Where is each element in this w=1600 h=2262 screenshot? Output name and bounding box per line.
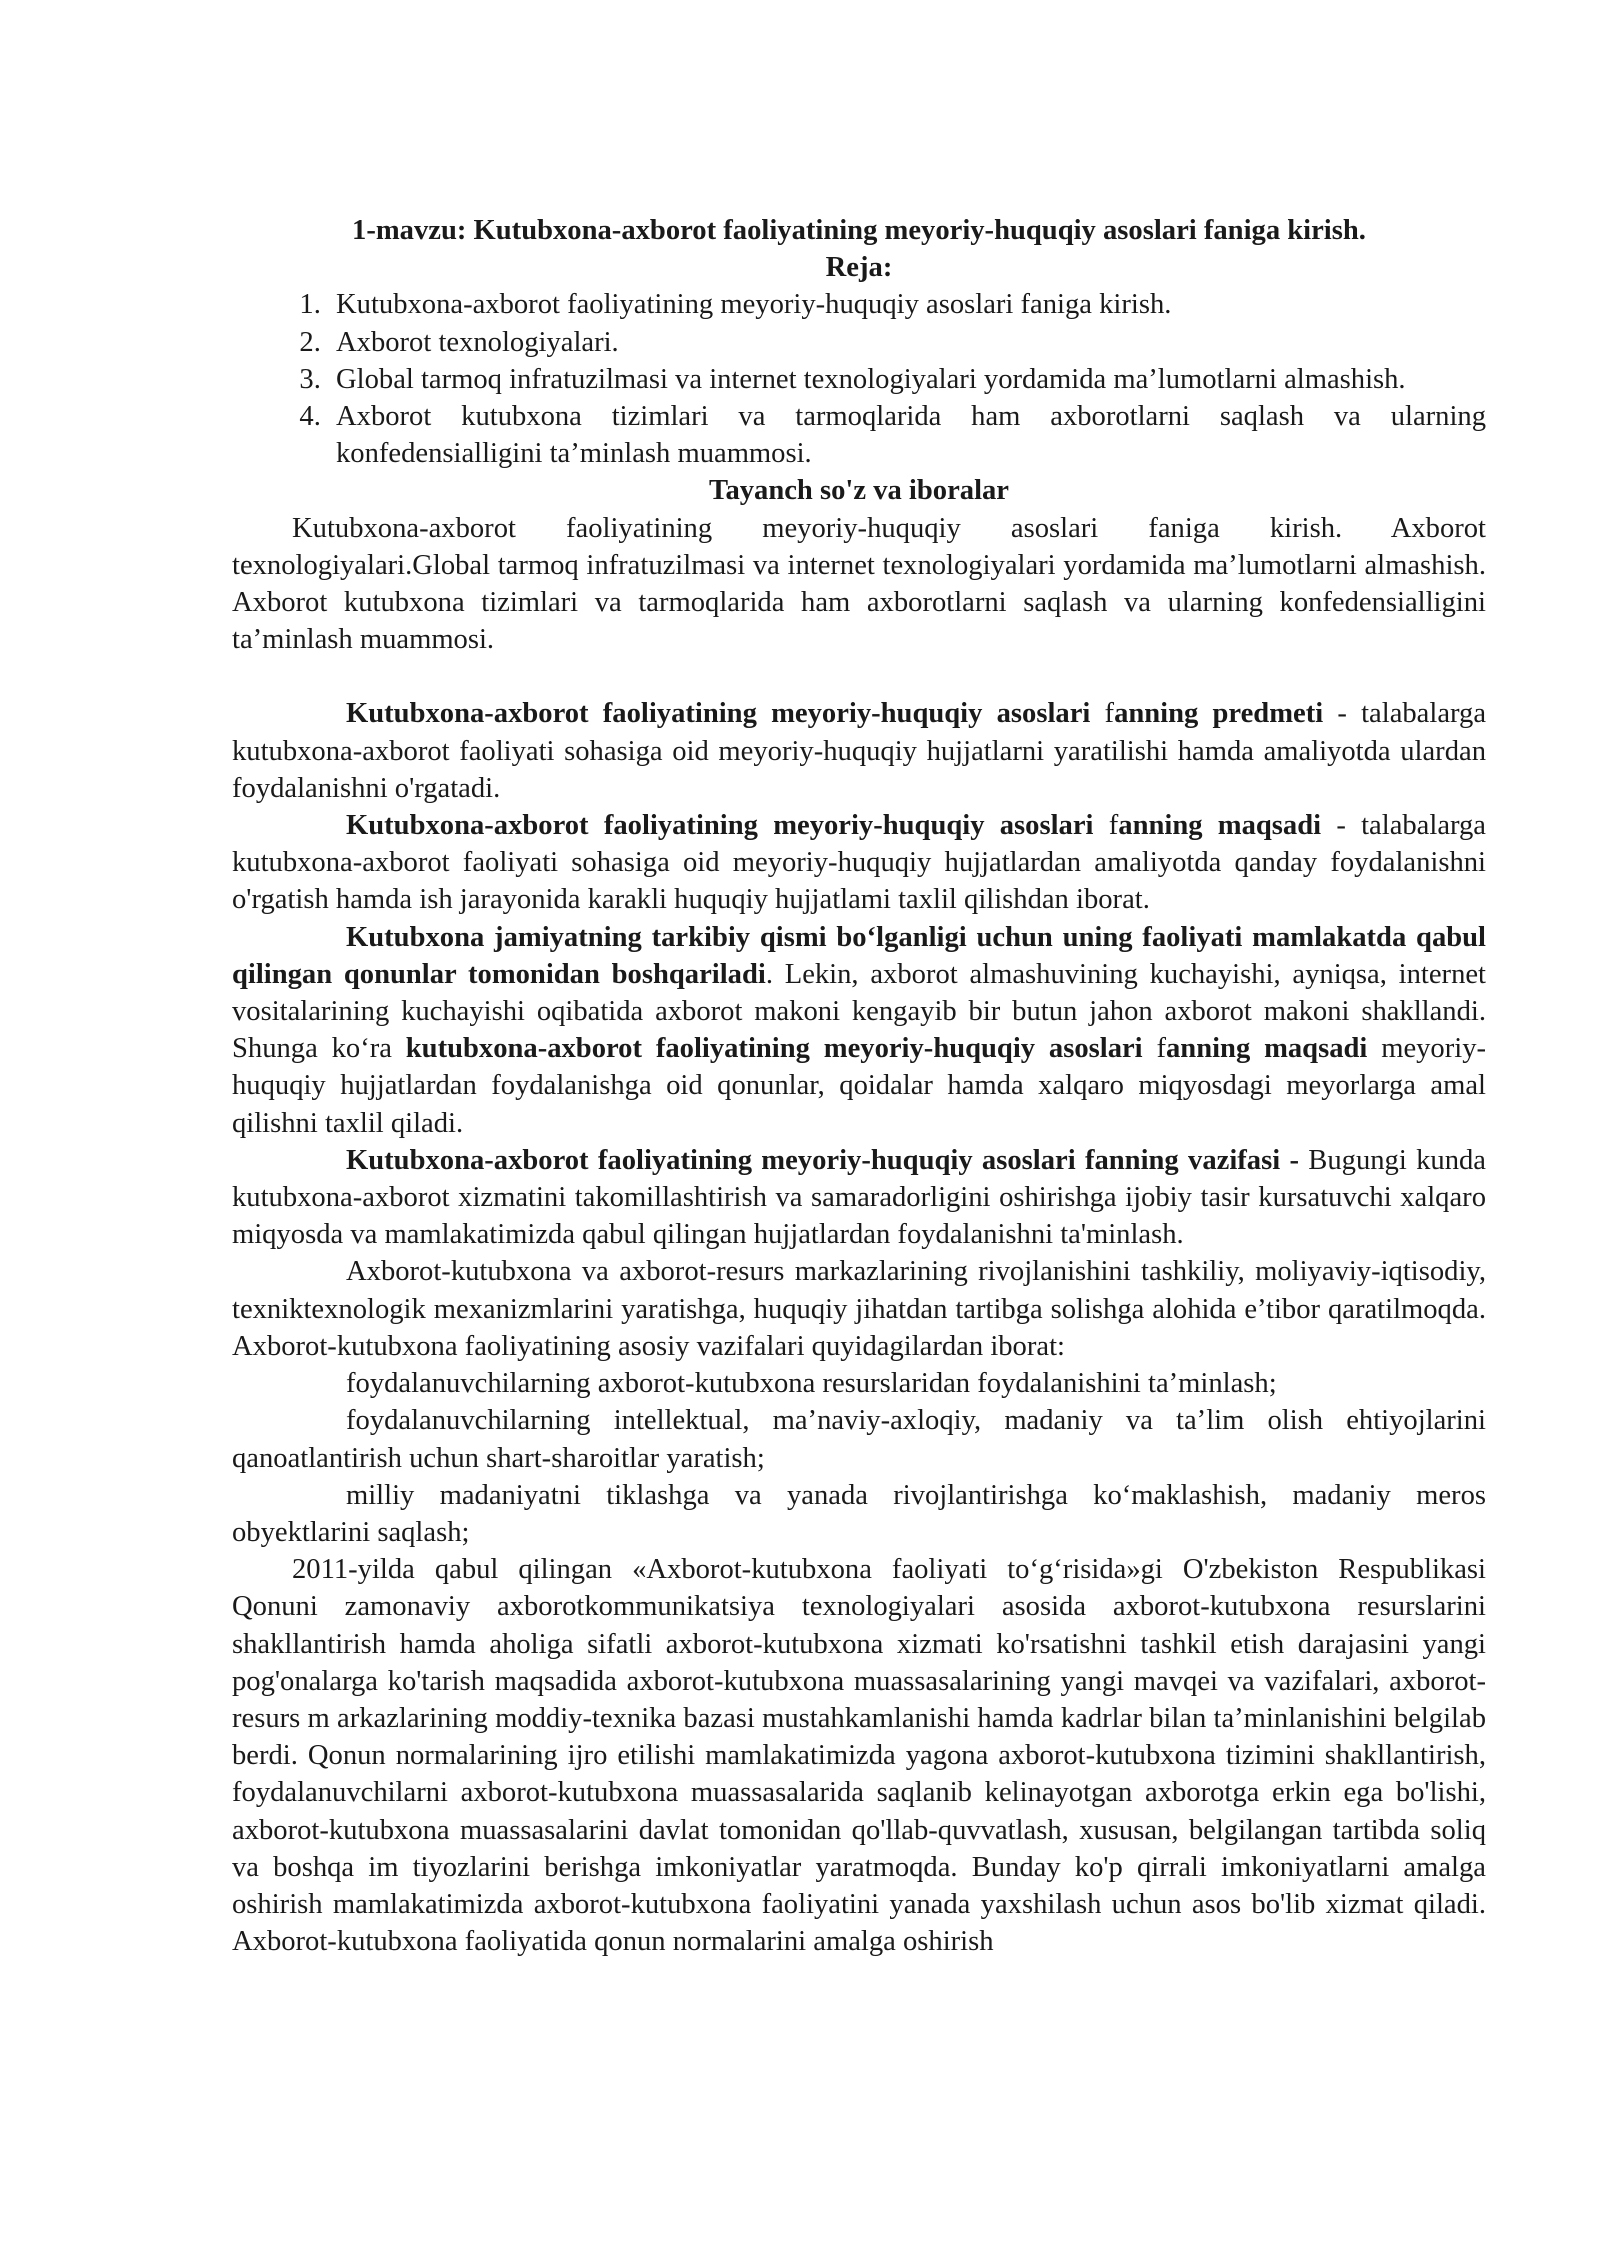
- plan-item: 2. Axborot texnologiyalari.: [328, 324, 1486, 361]
- plan-item: 4. Axborot kutubxona tizimlari va tarmoqlarida ham axborotlarni saqlash va ularning konfedensialligini ta’minlash muammosi.: [328, 398, 1486, 472]
- law-paragraph: 2011-yilda qabul qilingan «Axborot-kutubxona faoliyati to‘g‘risida»gi O'zbekiston Respublikasi Qonuni zamonaviy axborotkommunikatsiya texnologiyalari asosida axborot-kutubxona resurslarini shakllantirish hamda aholiga sifatli axborot-kutubxona xizmati ko'rsatishni tashkil etish darajasini yangi pog'onalarga ko'tarish maqsadida axborot-kutubxona muassasalarining yangi mavqei va vazifalari, axborot-resurs m arkazlarining moddiy-texnika bazasi mustahkamlanishi hamda kadrlar bilan ta’minlanishini belgilab berdi. Qonun normalarining ijro etilishi mamlakatimizda yagona axborot-kutubxona tizimini shakllantirish, foydalanuvchilarni axborot-kutubxona muassasalarida saqlanib kelinayotgan axborotga erkin ega bo'lishi, axborot-kutubxona muassasalarini davlat tomonidan qo'llab-quvvatlash, xususan, belgilangan tartibda soliq va boshqa im tiyozlarini berishga imkoniyatlar yaratmoqda. Bunday ko'p qirrali imkoniyatlarni amalga oshirish mamlakatimizda axborot-kutubxona faoliyatini yanada yaxshilash uchun asos bo'lib xizmat qiladi. Axborot-kutubxona faoliyatida qonun normalarini amalga oshirish: [232, 1554, 1486, 1958]
- keywords-heading: Tayanch so'z va iboralar: [709, 475, 1009, 507]
- document-title: 1-mavzu: Kutubxona-axborot faoliyatining meyoriy-huquqiy asoslari faniga kirish.: [352, 215, 1366, 246]
- subject-bold-b: anning predmeti: [1114, 698, 1324, 730]
- goal-paragraph: [232, 807, 1486, 919]
- task-bold: Kutubxona-axborot faoliyatining meyoriy-huquqiy asoslari fanning vazifasi -: [346, 1144, 1299, 1176]
- centers-paragraph: Axborot-kutubxona va axborot-resurs markazlarining rivojlanishini tashkiliy, moliyaviy-iqtisodiy, texniktexnologik mexanizmlarini yaratishga, huquqiy jihatdan tartibga solishga alohida e’tibor qaratilmoqda. Axborot-kutubxona faoliyatining asosiy vazifalari quyidagilardan iborat:: [232, 1256, 1486, 1362]
- plan-list: [232, 286, 1486, 472]
- goal-bold-b: anning maqsadi: [1118, 810, 1322, 842]
- task-paragraph: [232, 1142, 1486, 1254]
- library-f: f: [1142, 1033, 1166, 1065]
- subject-bold-a: Kutubxona-axborot faoliyatining meyoriy-huquqiy asoslari: [346, 698, 1091, 730]
- goal-f: f: [1093, 810, 1119, 842]
- library-mid: . Lekin, axborot almashuvining kuchayishi, ayniqsa, internet vositalarining kuchayishi oqibatida axborot makoni kengayib bir butun jahon axborot makoni shakllandi. Shunga ko‘ra: [232, 958, 1487, 1065]
- duty-item-1: foydalanuvchilarning axborot-kutubxona resurslaridan foydalanishini ta’minlash;: [346, 1368, 1277, 1400]
- spacer: [232, 658, 1486, 695]
- plan-item: 3. Global tarmoq infratuzilmasi va internet texnologiyalari yordamida ma’lumotlarni almashish.: [328, 361, 1486, 398]
- subject-paragraph: [232, 695, 1486, 807]
- library-bold-a: Kutubxona jamiyatning tarkibiy qismi bo‘lganligi uchun uning faoliyati mamlakatda qabul qilingan qonunlar tomonidan boshqariladi: [232, 921, 1486, 990]
- library-society-paragraph: [232, 919, 1486, 1142]
- subject-f: f: [1090, 698, 1115, 730]
- goal-bold-a: Kutubxona-axborot faoliyatining meyoriy-huquqiy asoslari: [346, 810, 1094, 842]
- subject-rest: - talabalarga kutubxona-axborot faoliyati sohasiga oid meyoriy-huquqiy hujjatlarni yaratilishi hamda amaliyotda ulardan foydalanishni o'rgatadi.: [232, 698, 1487, 804]
- library-rest: meyoriy-huquqiy hujjatlardan foydalanishga oid qonunlar, qoidalar hamda xalqaro miqyosdagi meyorlarga amal qilishni taxlil qiladi.: [232, 1033, 1487, 1139]
- goal-rest: - talabalarga kutubxona-axborot faoliyati sohasiga oid meyoriy-huquqiy hujjatlardan amaliyotda qanday foydalanishni o'rgatish hamda ish jarayonida karakli huquqiy hujjatlami taxlil qilishdan iborat.: [232, 810, 1486, 916]
- document-page: [232, 212, 1486, 1960]
- duty-item-2: foydalanuvchilarning intellektual, ma’naviy-axloqiy, madaniy va ta’lim olish ehtiyojlarini qanoatlantirish uchun shart-sharoitlar yaratish;: [232, 1405, 1486, 1474]
- duty-item-3: milliy madaniyatni tiklashga va yanada rivojlantirishga ko‘maklashish, madaniy meros obyektlarini saqlash;: [232, 1479, 1486, 1548]
- plan-item: 1. Kutubxona-axborot faoliyatining meyoriy-huquqiy asoslari faniga kirish.: [328, 286, 1486, 323]
- library-bold-c: anning maqsadi: [1166, 1033, 1368, 1065]
- keywords-paragraph: Kutubxona-axborot faoliyatining meyoriy-huquqiy asoslari faniga kirish. Axborot texnologiyalari.Global tarmoq infratuzilmasi va internet texnologiyalari yordamida ma’lumotlarni almashish. Axborot kutubxona tizimlari va tarmoqlarida ham axborotlarni saqlash va ularning konfedensialligini ta’minlash muammosi.: [232, 512, 1486, 656]
- plan-heading: Reja:: [825, 252, 893, 284]
- task-rest: Bugungi kunda kutubxona-axborot xizmatini takomillashtirish va samaradorligini oshirishga ijobiy tasir kursatuvchi xalqaro miqyosda va mamlakatimizda qabul qilingan hujjatlardan foydalanishni ta'minlash.: [232, 1144, 1486, 1251]
- library-bold-b: kutubxona-axborot faoliyatining meyoriy-huquqiy asoslari: [405, 1033, 1143, 1065]
